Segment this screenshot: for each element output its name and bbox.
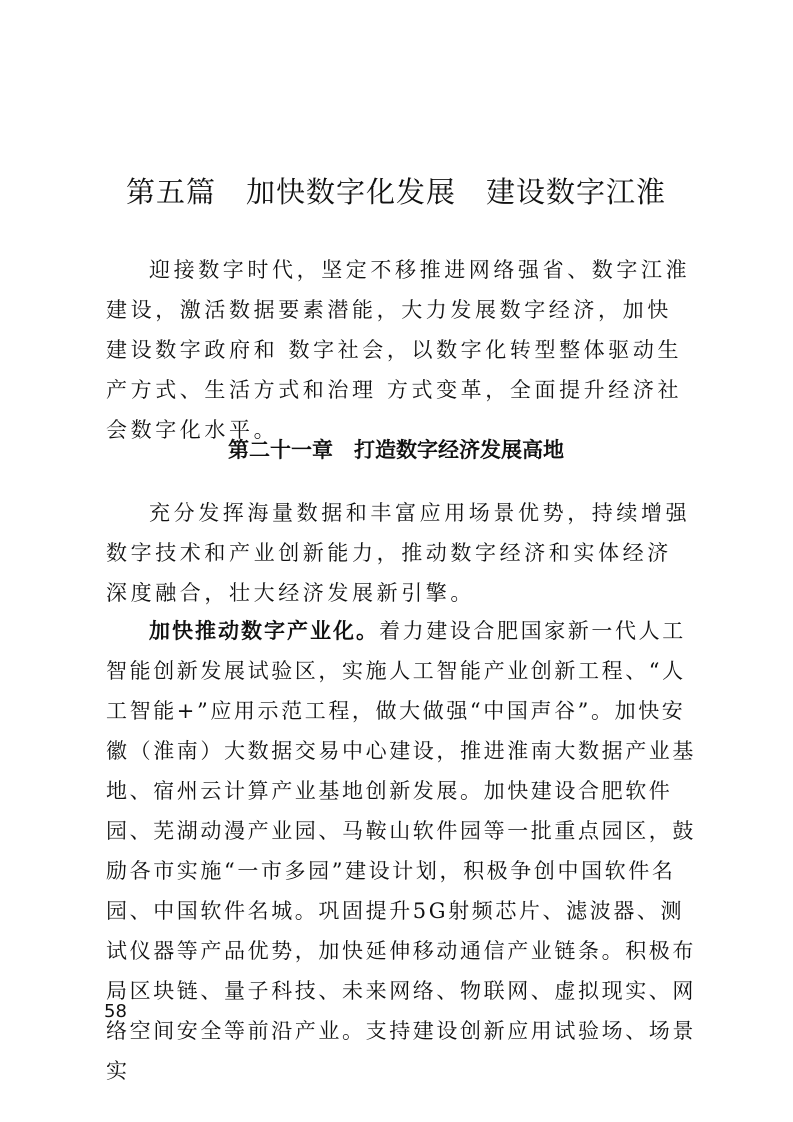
page-number: 58 (104, 1001, 127, 1022)
chapter-title: 第二十一章 打造数字经济发展高地 (228, 438, 564, 462)
part-title: 第五篇 加快数字化发展 建设数字江淮 (125, 175, 666, 209)
section-body-text: 着力建设合肥国家新一代人工智能创新发展试验区，实施人工智能产业创新工程、“人工智能+”应用示范工程，做大做强“中国声谷”。加快安徽（淮南）大数据交易中心建设，推进淮南大数据产业基地、宿州云计算产业基地创新发展。加快建设合肥软件园、芜湖动漫产业园、马鞍山软件园等一批重点园区，鼓励各市实施“一市多园”建设计划，积极争创中国软件名园、中国软件名城。巩固提升5G射频芯片、滤波器、测试仪器等产品优势，加快延伸移动通信产业链条。积极布局区块链、量子科技、未来网络、物联网、虚拟现实、网络空间安全等前沿产业。支持建设创新应用试验场、场景实 (106, 619, 696, 1083)
section-paragraph (106, 611, 696, 1091)
part-intro-paragraph: 迎接数字时代，坚定不移推进网络强省、数字江淮建设，激活数据要素潜能，大力发展数字经济，加快建设数字政府和 数字社会，以数字化转型整体驱动生产方式、生活方式和治理 方式变革，全面提升经济社会数字化水平。 (106, 258, 691, 442)
section-lead-heading: 加快推动数字产业化。 (149, 619, 379, 643)
chapter-intro-paragraph: 充分发挥海量数据和丰富应用场景优势，持续增强数字技术和产业创新能力，推动数字经济和实体经济深度融合，壮大经济发展新引擎。 (106, 501, 691, 605)
